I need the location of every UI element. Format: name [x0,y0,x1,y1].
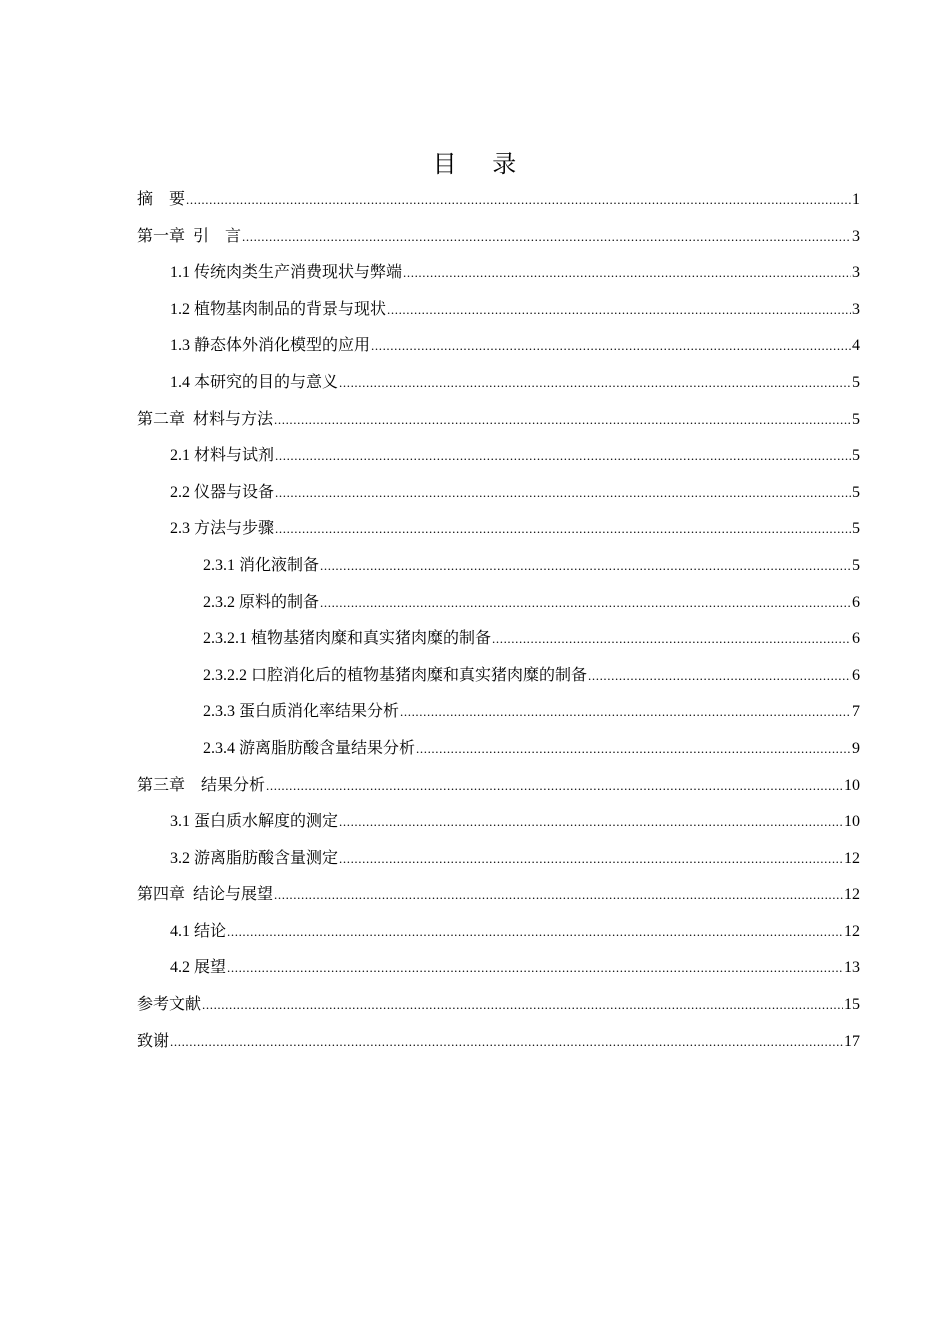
toc-entry [137,731,860,768]
toc-entry-page-number: 10 [844,776,860,794]
toc-leader-dots [275,511,851,548]
toc-entry-label: 2.3.1 消化液制备 [203,556,320,574]
toc-leader-dots [275,475,851,512]
toc-entry-page-number: 15 [844,996,860,1014]
toc-entry [137,804,860,841]
toc-entry [137,841,860,878]
toc-entry-label: 第一章 引 言 [137,227,242,245]
toc-entry-page-number: 9 [852,739,860,757]
toc-entry-page-number: 5 [852,373,860,391]
toc-leader-dots [588,658,851,695]
toc-entry-label: 2.1 材料与试剂 [170,447,275,465]
toc-entry-page-number: 6 [852,630,860,648]
toc-entry-label: 第四章 结论与展望 [137,886,274,904]
toc-entry [137,182,860,219]
toc-leader-dots [339,365,851,402]
toc-entry-page-number: 4 [852,337,860,355]
toc-entry-page-number: 3 [852,300,860,318]
toc-entry-page-number: 6 [852,666,860,684]
toc-entry-label: 第三章 结果分析 [137,776,266,794]
toc-entry-label: 4.2 展望 [170,959,227,977]
toc-entry-label: 4.1 结论 [170,922,227,940]
toc-entry-label: 2.3.2 原料的制备 [203,593,320,611]
toc-leader-dots [492,621,851,658]
toc-entry [137,219,860,256]
toc-entry-page-number: 5 [852,483,860,501]
toc-entry-page-number: 12 [844,922,860,940]
toc-leader-dots [403,255,851,292]
toc-entry [137,548,860,585]
toc-entry-label: 3.2 游离脂肪酸含量测定 [170,849,339,867]
toc-entry-label: 参考文献 [137,996,202,1014]
toc-leader-dots [227,950,843,987]
toc-leader-dots [320,585,851,622]
toc-entry [137,768,860,805]
toc-leader-dots [339,841,843,878]
toc-leader-dots [274,402,851,439]
toc-leader-dots [242,219,851,256]
toc-entry [137,658,860,695]
toc-entry [137,292,860,329]
toc-leader-dots [186,182,851,219]
toc-entry-page-number: 1 [852,191,860,208]
toc-entry [137,950,860,987]
toc-entry-page-number: 3 [852,264,860,282]
toc-entry [137,255,860,292]
toc-entry-page-number: 6 [852,593,860,611]
toc-entry-page-number: 12 [844,886,860,904]
toc-entry-label: 1.3 静态体外消化模型的应用 [170,337,371,355]
toc-leader-dots [170,1024,843,1061]
toc-entry [137,365,860,402]
toc-entry-page-number: 5 [852,447,860,465]
toc-entry-label: 1.1 传统肉类生产消费现状与弊端 [170,264,403,282]
toc-entry-page-number: 5 [852,410,860,428]
toc-entry-page-number: 5 [852,520,860,538]
toc-leader-dots [320,548,851,585]
toc-entry [137,438,860,475]
toc-entry-label: 2.3 方法与步骤 [170,520,275,538]
toc-entry [137,694,860,731]
toc-entry-label: 2.2 仪器与设备 [170,483,275,501]
toc-entry [137,328,860,365]
toc-entry [137,511,860,548]
toc-entry-page-number: 17 [844,1032,860,1050]
toc-entry [137,402,860,439]
toc-entry [137,621,860,658]
toc-leader-dots [275,438,851,475]
toc-entry-label: 致谢 [137,1032,170,1050]
toc-leader-dots [227,914,843,951]
toc-entry [137,475,860,512]
toc-entry-label: 第二章 材料与方法 [137,410,274,428]
toc-entry-label: 摘 要 [137,191,186,208]
toc-leader-dots [202,987,843,1024]
toc-entry-page-number: 5 [852,556,860,574]
toc-leader-dots [387,292,851,329]
toc-leader-dots [339,804,843,841]
toc-entry [137,585,860,622]
toc-entry [137,914,860,951]
toc-entry-label: 2.3.2.2 口腔消化后的植物基猪肉糜和真实猪肉糜的制备 [203,666,588,684]
toc-entry [137,877,860,914]
toc-entry-label: 1.2 植物基肉制品的背景与现状 [170,300,387,318]
toc-entry-page-number: 3 [852,227,860,245]
toc-entry [137,1024,860,1061]
toc-leader-dots [400,694,851,731]
toc-entry-page-number: 13 [844,959,860,977]
toc-title: 目 录 [432,150,518,178]
toc-entry-label: 2.3.4 游离脂肪酸含量结果分析 [203,739,416,757]
toc-entry [137,987,860,1024]
toc-entry-page-number: 10 [844,813,860,831]
toc-leader-dots [266,768,843,805]
toc-list [137,182,860,1060]
toc-entry-label: 1.4 本研究的目的与意义 [170,373,339,391]
toc-entry-label: 2.3.2.1 植物基猪肉糜和真实猪肉糜的制备 [203,630,492,648]
toc-entry-label: 3.1 蛋白质水解度的测定 [170,813,339,831]
toc-leader-dots [416,731,851,768]
toc-leader-dots [274,877,843,914]
toc-entry-label: 2.3.3 蛋白质消化率结果分析 [203,703,400,721]
toc-entry-page-number: 12 [844,849,860,867]
toc-entry-page-number: 7 [852,703,860,721]
toc-leader-dots [371,328,851,365]
